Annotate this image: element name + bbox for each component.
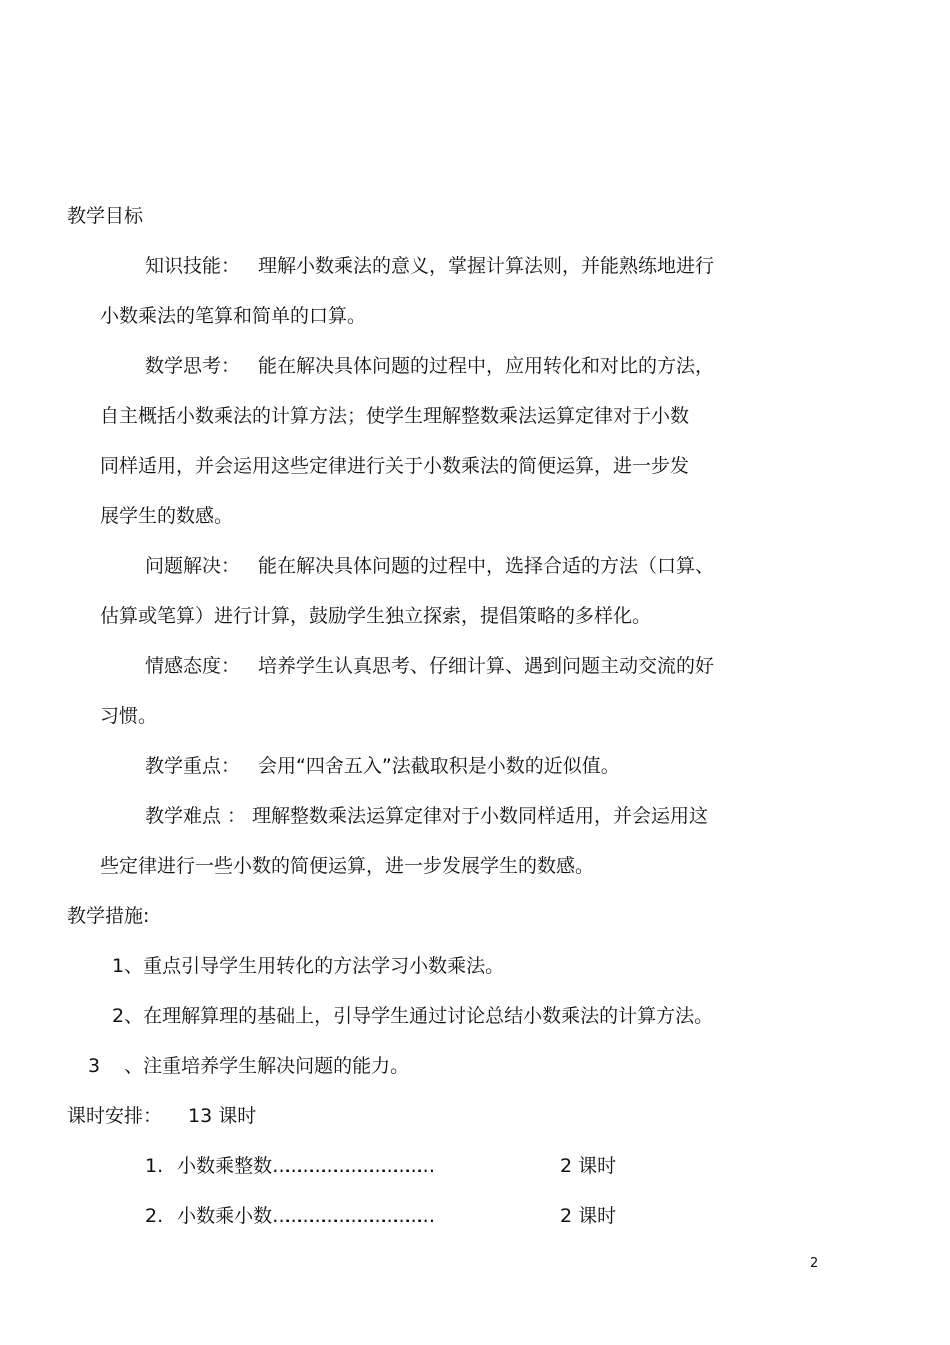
- schedule-item-1-hours: 2 课时: [560, 1155, 617, 1177]
- knowledge-label: 知识技能：: [145, 255, 241, 277]
- problem-solving-text-1: 能在解决具体问题的过程中，选择合适的方法（口算、: [258, 555, 715, 577]
- schedule-item-number: 2.: [145, 1205, 164, 1227]
- math-thinking-label: 数学思考：: [145, 355, 241, 377]
- page-number: 2: [810, 1256, 819, 1271]
- schedule-item-title: 小数乘整数: [177, 1155, 273, 1177]
- key-point-label: 教学重点：: [145, 755, 241, 777]
- measure-text: 、注重培养学生解决问题的能力。: [124, 1055, 410, 1077]
- measures-heading: 教学措施:: [67, 905, 150, 927]
- math-thinking-line-3: 同样适用，并会运用这些定律进行关于小数乘法的简便运算，进一步发: [100, 455, 690, 477]
- problem-solving-label: 问题解决：: [145, 555, 241, 577]
- schedule-item-1: [145, 1153, 428, 1179]
- schedule-label: 课时安排：: [67, 1105, 163, 1127]
- attitude-text-1: 培养学生认真思考、仔细计算、遇到问题主动交流的好: [258, 655, 715, 677]
- measure-item-3: [88, 1053, 409, 1079]
- attitude-line-1: [145, 653, 714, 679]
- knowledge-line-2: 小数乘法的笔算和简单的口算。: [100, 305, 367, 327]
- attitude-line-2: 习惯。: [100, 705, 158, 727]
- measure-text: 、重点引导学生用转化的方法学习小数乘法。: [124, 955, 505, 977]
- objectives-heading: 教学目标: [67, 205, 144, 227]
- schedule-total: 13 课时: [188, 1105, 257, 1127]
- knowledge-text-1: 理解小数乘法的意义，掌握计算法则，并能熟练地进行: [258, 255, 715, 277]
- math-thinking-text-1: 能在解决具体问题的过程中，应用转化和对比的方法，: [258, 355, 715, 377]
- difficulty-line-2: 些定律进行一些小数的简便运算，进一步发展学生的数感。: [100, 855, 595, 877]
- math-thinking-line-2: 自主概括小数乘法的计算方法；使学生理解整数乘法运算定律对于小数: [100, 405, 690, 427]
- key-point-line: [145, 753, 620, 779]
- math-thinking-line-4: 展学生的数感。: [100, 505, 234, 527]
- leader-dots: …………………………………: [272, 1205, 429, 1227]
- measure-text: 、在理解算理的基础上，引导学生通过讨论总结小数乘法的计算方法。: [124, 1005, 714, 1027]
- leader-dots: …………………………………: [272, 1155, 429, 1177]
- measure-item-1: [112, 953, 504, 979]
- difficulty-line-1: [145, 803, 708, 829]
- measure-number: 1: [112, 955, 125, 977]
- attitude-label: 情感态度：: [145, 655, 241, 677]
- problem-solving-line-1: [145, 553, 714, 579]
- schedule-line: [67, 1103, 256, 1129]
- schedule-item-2: [145, 1203, 428, 1229]
- measure-number: 2: [112, 1005, 125, 1027]
- key-point-text: 会用“四舍五入”法截取积是小数的近似值。: [258, 755, 620, 777]
- measure-number: 3: [88, 1055, 101, 1077]
- schedule-item-title: 小数乘小数: [177, 1205, 273, 1227]
- measure-item-2: [112, 1003, 713, 1029]
- knowledge-line-1: [145, 253, 714, 279]
- schedule-item-number: 1.: [145, 1155, 164, 1177]
- problem-solving-line-2: 估算或笔算）进行计算，鼓励学生独立探索，提倡策略的多样化。: [100, 605, 652, 627]
- difficulty-label: 教学难点 ：: [145, 805, 247, 827]
- difficulty-text-1: 理解整数乘法运算定律对于小数同样适用，并会运用这: [252, 805, 709, 827]
- math-thinking-line-1: [145, 353, 714, 379]
- schedule-item-2-hours: 2 课时: [560, 1205, 617, 1227]
